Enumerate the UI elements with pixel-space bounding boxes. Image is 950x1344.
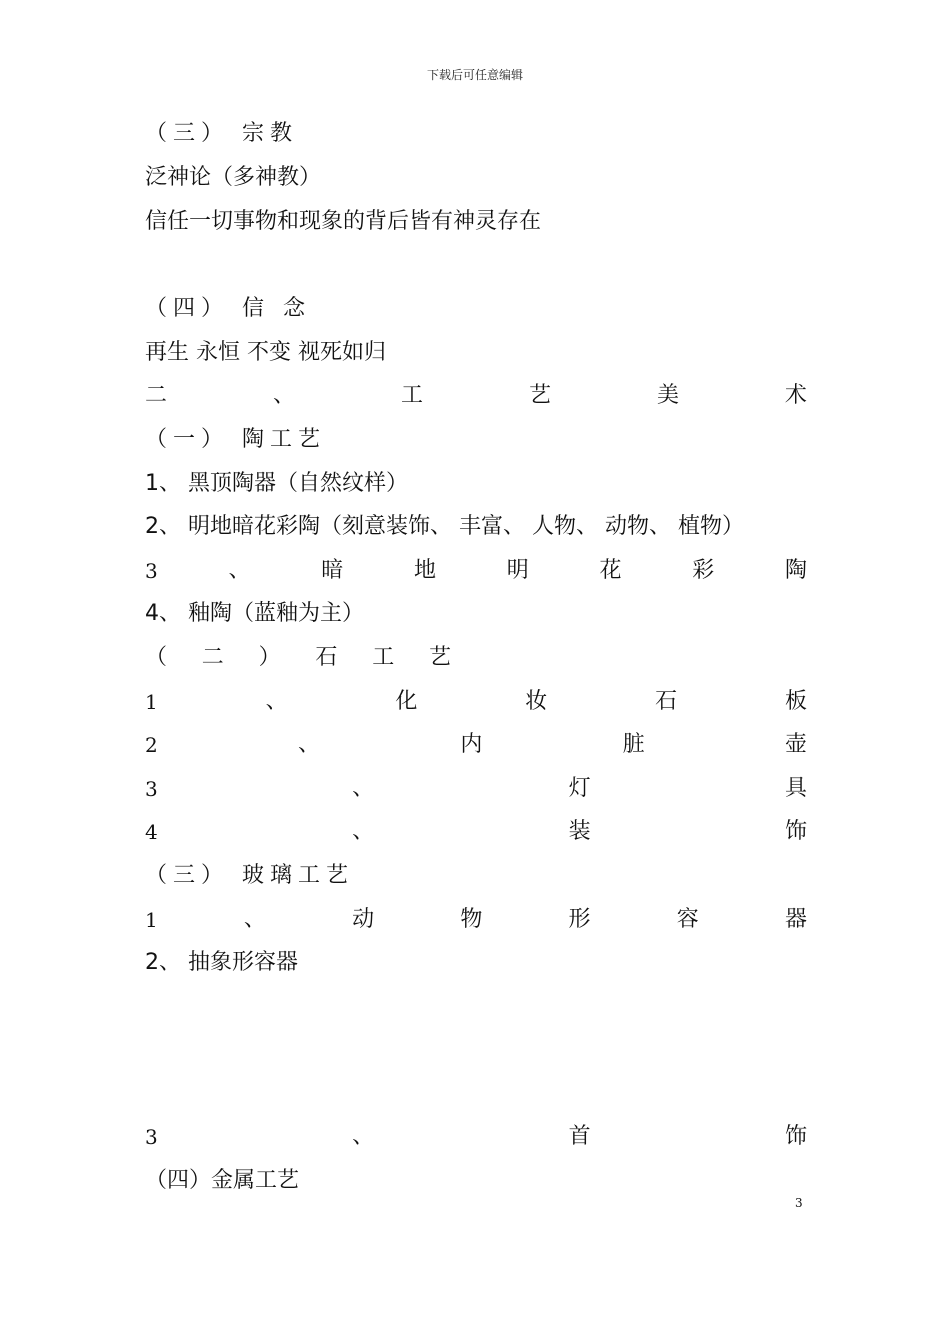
list-item	[145, 555, 807, 587]
heading-religion: （三） 宗教	[145, 121, 298, 146]
justified-word: 首	[568, 1124, 591, 1149]
heading-faith: （四） 信 念	[145, 296, 311, 321]
justified-word: 二	[145, 383, 168, 408]
justified-word: 内	[460, 732, 483, 757]
justified-word: 艺	[428, 645, 451, 670]
list-item: 1、 黑顶陶器（自然纹样）	[145, 471, 408, 496]
justified-word: 术	[784, 383, 807, 408]
justified-word: 脏	[622, 732, 645, 757]
list-item: 4、 釉陶（蓝釉为主）	[145, 601, 364, 626]
justified-word: 暗	[321, 558, 344, 583]
heading-pottery: （一） 陶工艺	[145, 427, 326, 452]
list-item	[145, 729, 807, 761]
justified-word: 装	[568, 819, 591, 844]
justified-word: 化	[395, 689, 418, 714]
justified-word: 、	[265, 689, 288, 714]
justified-word: 、	[352, 819, 375, 844]
justified-word: 容	[676, 907, 699, 932]
justified-word: 壶	[784, 732, 807, 757]
justified-word: 具	[784, 776, 807, 801]
list-item	[145, 1121, 807, 1153]
justified-word: 妆	[525, 689, 548, 714]
justified-word: 花	[599, 558, 622, 583]
justified-word: 艺	[528, 383, 551, 408]
justified-word: ）	[258, 645, 281, 670]
justified-word: 饰	[784, 1124, 807, 1149]
justified-word: 石	[315, 645, 338, 670]
justified-word: 、	[272, 383, 295, 408]
justified-word: 2	[145, 733, 158, 757]
heading-metal-craft: （四）金属工艺	[145, 1168, 300, 1193]
justified-word: 4	[145, 820, 158, 844]
justified-word: 动	[352, 907, 375, 932]
justified-word: 3	[145, 1125, 158, 1149]
page-header: 下载后可任意编辑	[426, 68, 523, 82]
list-item	[145, 904, 807, 936]
list-item	[145, 686, 807, 718]
justified-word: 3	[145, 777, 158, 801]
justified-word: 、	[228, 558, 251, 583]
justified-word: 3	[145, 559, 158, 583]
list-item: 2、 抽象形容器	[145, 950, 298, 975]
heading-stone-craft	[145, 642, 451, 674]
justified-word: 、	[298, 732, 321, 757]
justified-word: 形	[568, 907, 591, 932]
justified-word: 1	[145, 690, 158, 714]
justified-word: 二	[201, 645, 224, 670]
heading-craft-art	[145, 380, 807, 412]
justified-word: 器	[784, 907, 807, 932]
justified-word: 板	[784, 689, 807, 714]
text-belief-spirits: 信任一切事物和现象的背后皆有神灵存在	[145, 209, 542, 234]
list-item	[145, 773, 807, 805]
justified-word: 陶	[784, 558, 807, 583]
text-pantheism: 泛神论（多神教）	[145, 165, 322, 190]
justified-word: 明	[506, 558, 529, 583]
justified-word: （	[145, 645, 168, 670]
justified-word: 、	[243, 907, 266, 932]
justified-word: 工	[400, 383, 423, 408]
justified-word: 饰	[784, 819, 807, 844]
list-item: 2、 明地暗花彩陶（刻意装饰、 丰富、 人物、 动物、 植物）	[145, 514, 744, 539]
justified-word: 1	[145, 908, 158, 932]
list-item	[145, 816, 807, 848]
justified-word: 、	[352, 776, 375, 801]
text-rebirth: 再生 永恒 不变 视死如归	[145, 340, 386, 365]
heading-glass-craft: （三） 玻璃工艺	[145, 863, 354, 888]
justified-word: 美	[656, 383, 679, 408]
justified-word: 地	[413, 558, 436, 583]
justified-word: 物	[460, 907, 483, 932]
page-number: 3	[795, 1196, 803, 1210]
justified-word: 彩	[692, 558, 715, 583]
justified-word: 石	[655, 689, 678, 714]
justified-word: 、	[352, 1124, 375, 1149]
justified-word: 工	[372, 645, 395, 670]
justified-word: 灯	[568, 776, 591, 801]
